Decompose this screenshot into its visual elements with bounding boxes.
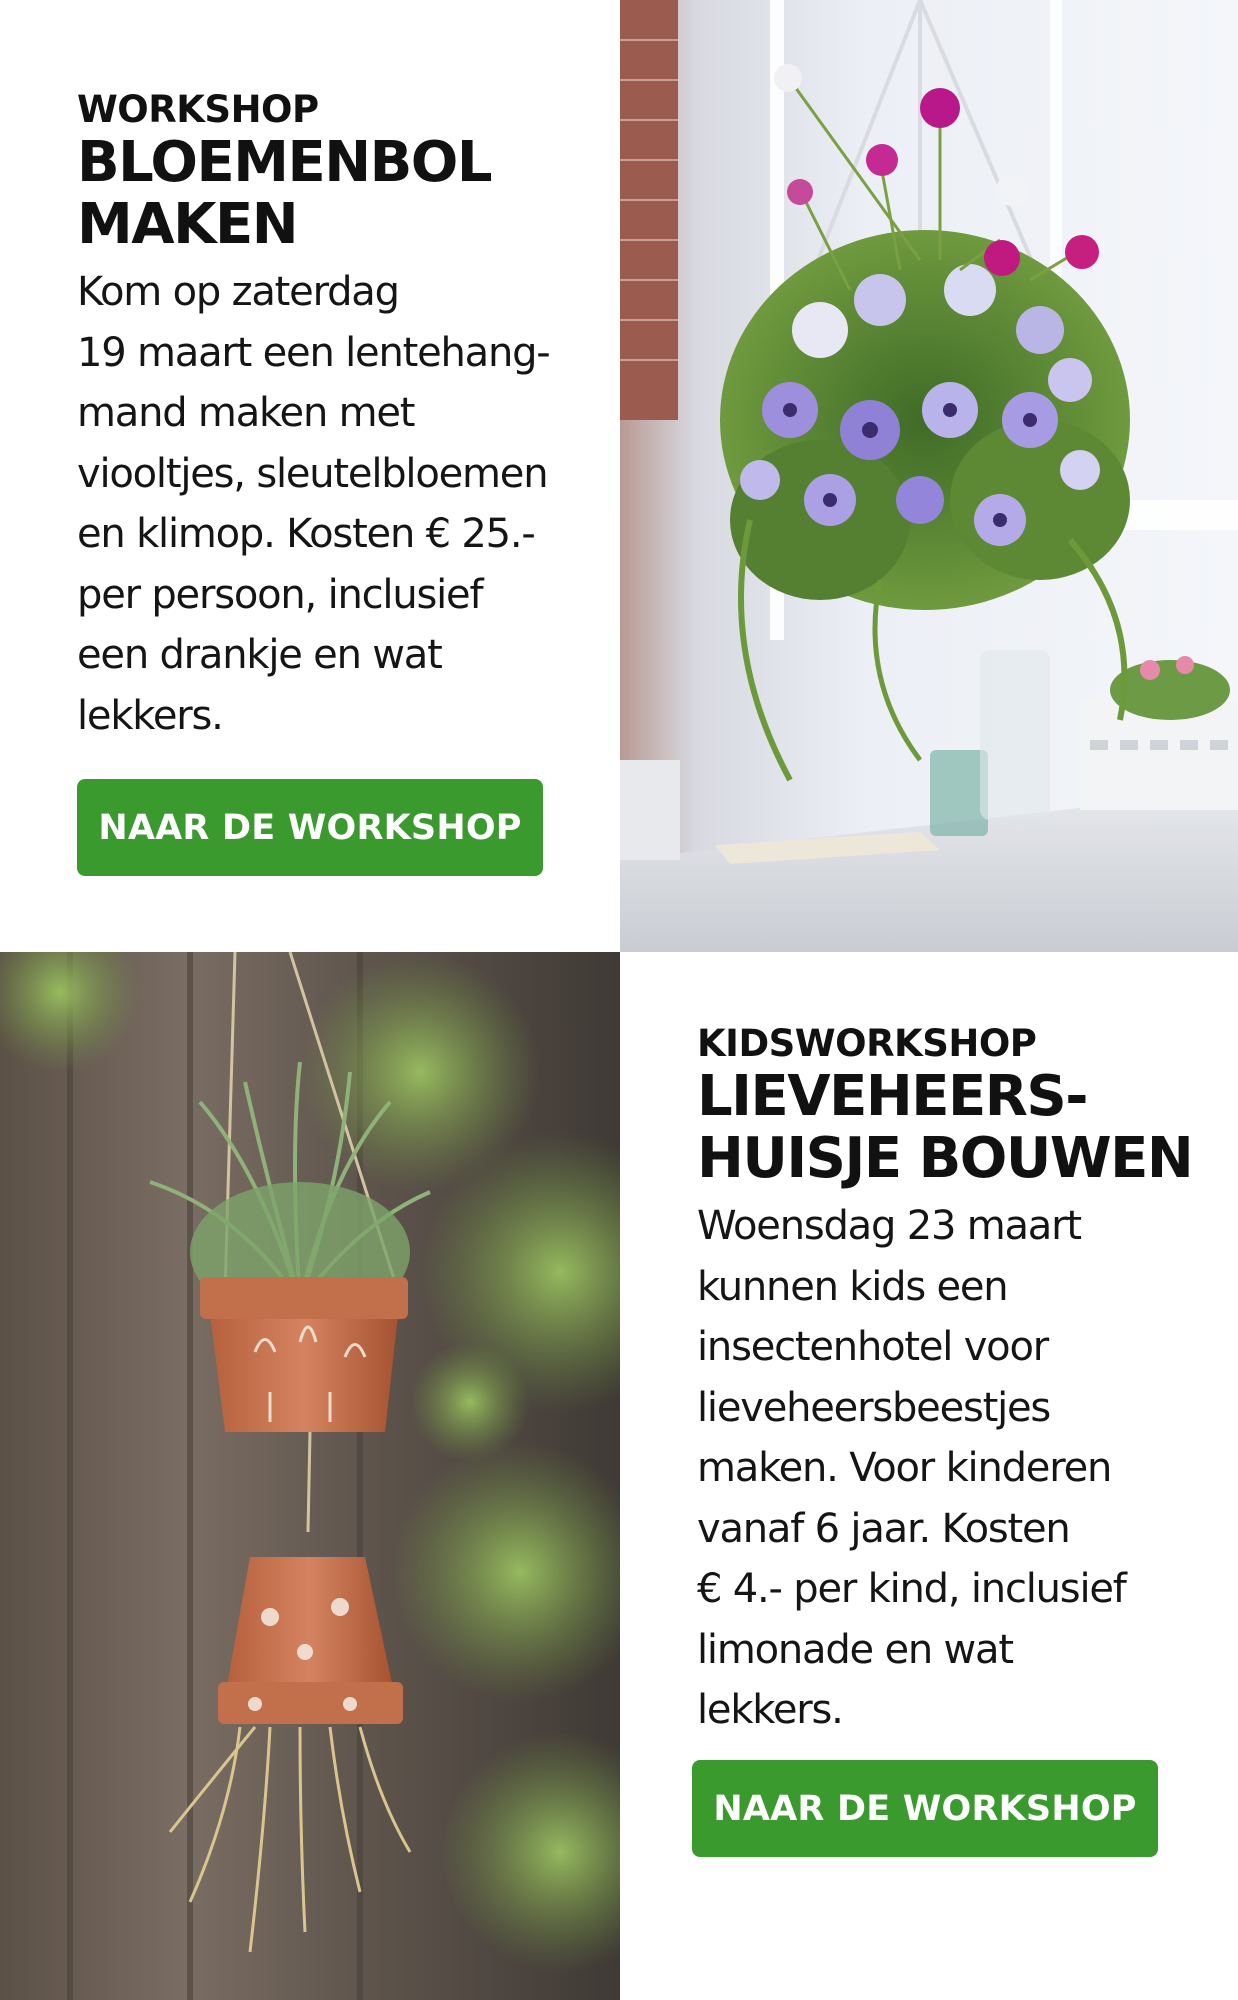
workshop-title: BLOEMENBOL MAKEN	[77, 130, 492, 257]
terracotta-pots-photo	[0, 952, 620, 2000]
workshop-kicker: WORKSHOP	[77, 88, 319, 131]
kidsworkshop-kicker: KIDSWORKSHOP	[697, 1022, 1037, 1065]
kidsworkshop-title: LIEVEHEERS- HUISJE BOUWEN	[697, 1064, 1193, 1191]
workshop-bloemenbol-section	[77, 90, 597, 746]
naar-de-workshop-button-kids[interactable]: NAAR DE WORKSHOP	[692, 1760, 1158, 1857]
workshop-description: Kom op zaterdag 19 maart een lentehang- mand maken met viooltjes, sleutelbloemen en klimop. Kosten € 25.- per persoon, inclusief een drankje en wat lekkers.	[77, 269, 550, 739]
kidsworkshop-lieveheershuisje-section	[697, 1024, 1217, 1741]
naar-de-workshop-button[interactable]: NAAR DE WORKSHOP	[77, 779, 543, 876]
hanging-basket-photo	[620, 0, 1238, 952]
kidsworkshop-description: Woensdag 23 maart kunnen kids een insectenhotel voor lieveheersbeestjes maken. Voor kinderen vanaf 6 jaar. Kosten € 4.- per kind, inclusief limonade en wat lekkers.	[697, 1203, 1126, 1733]
